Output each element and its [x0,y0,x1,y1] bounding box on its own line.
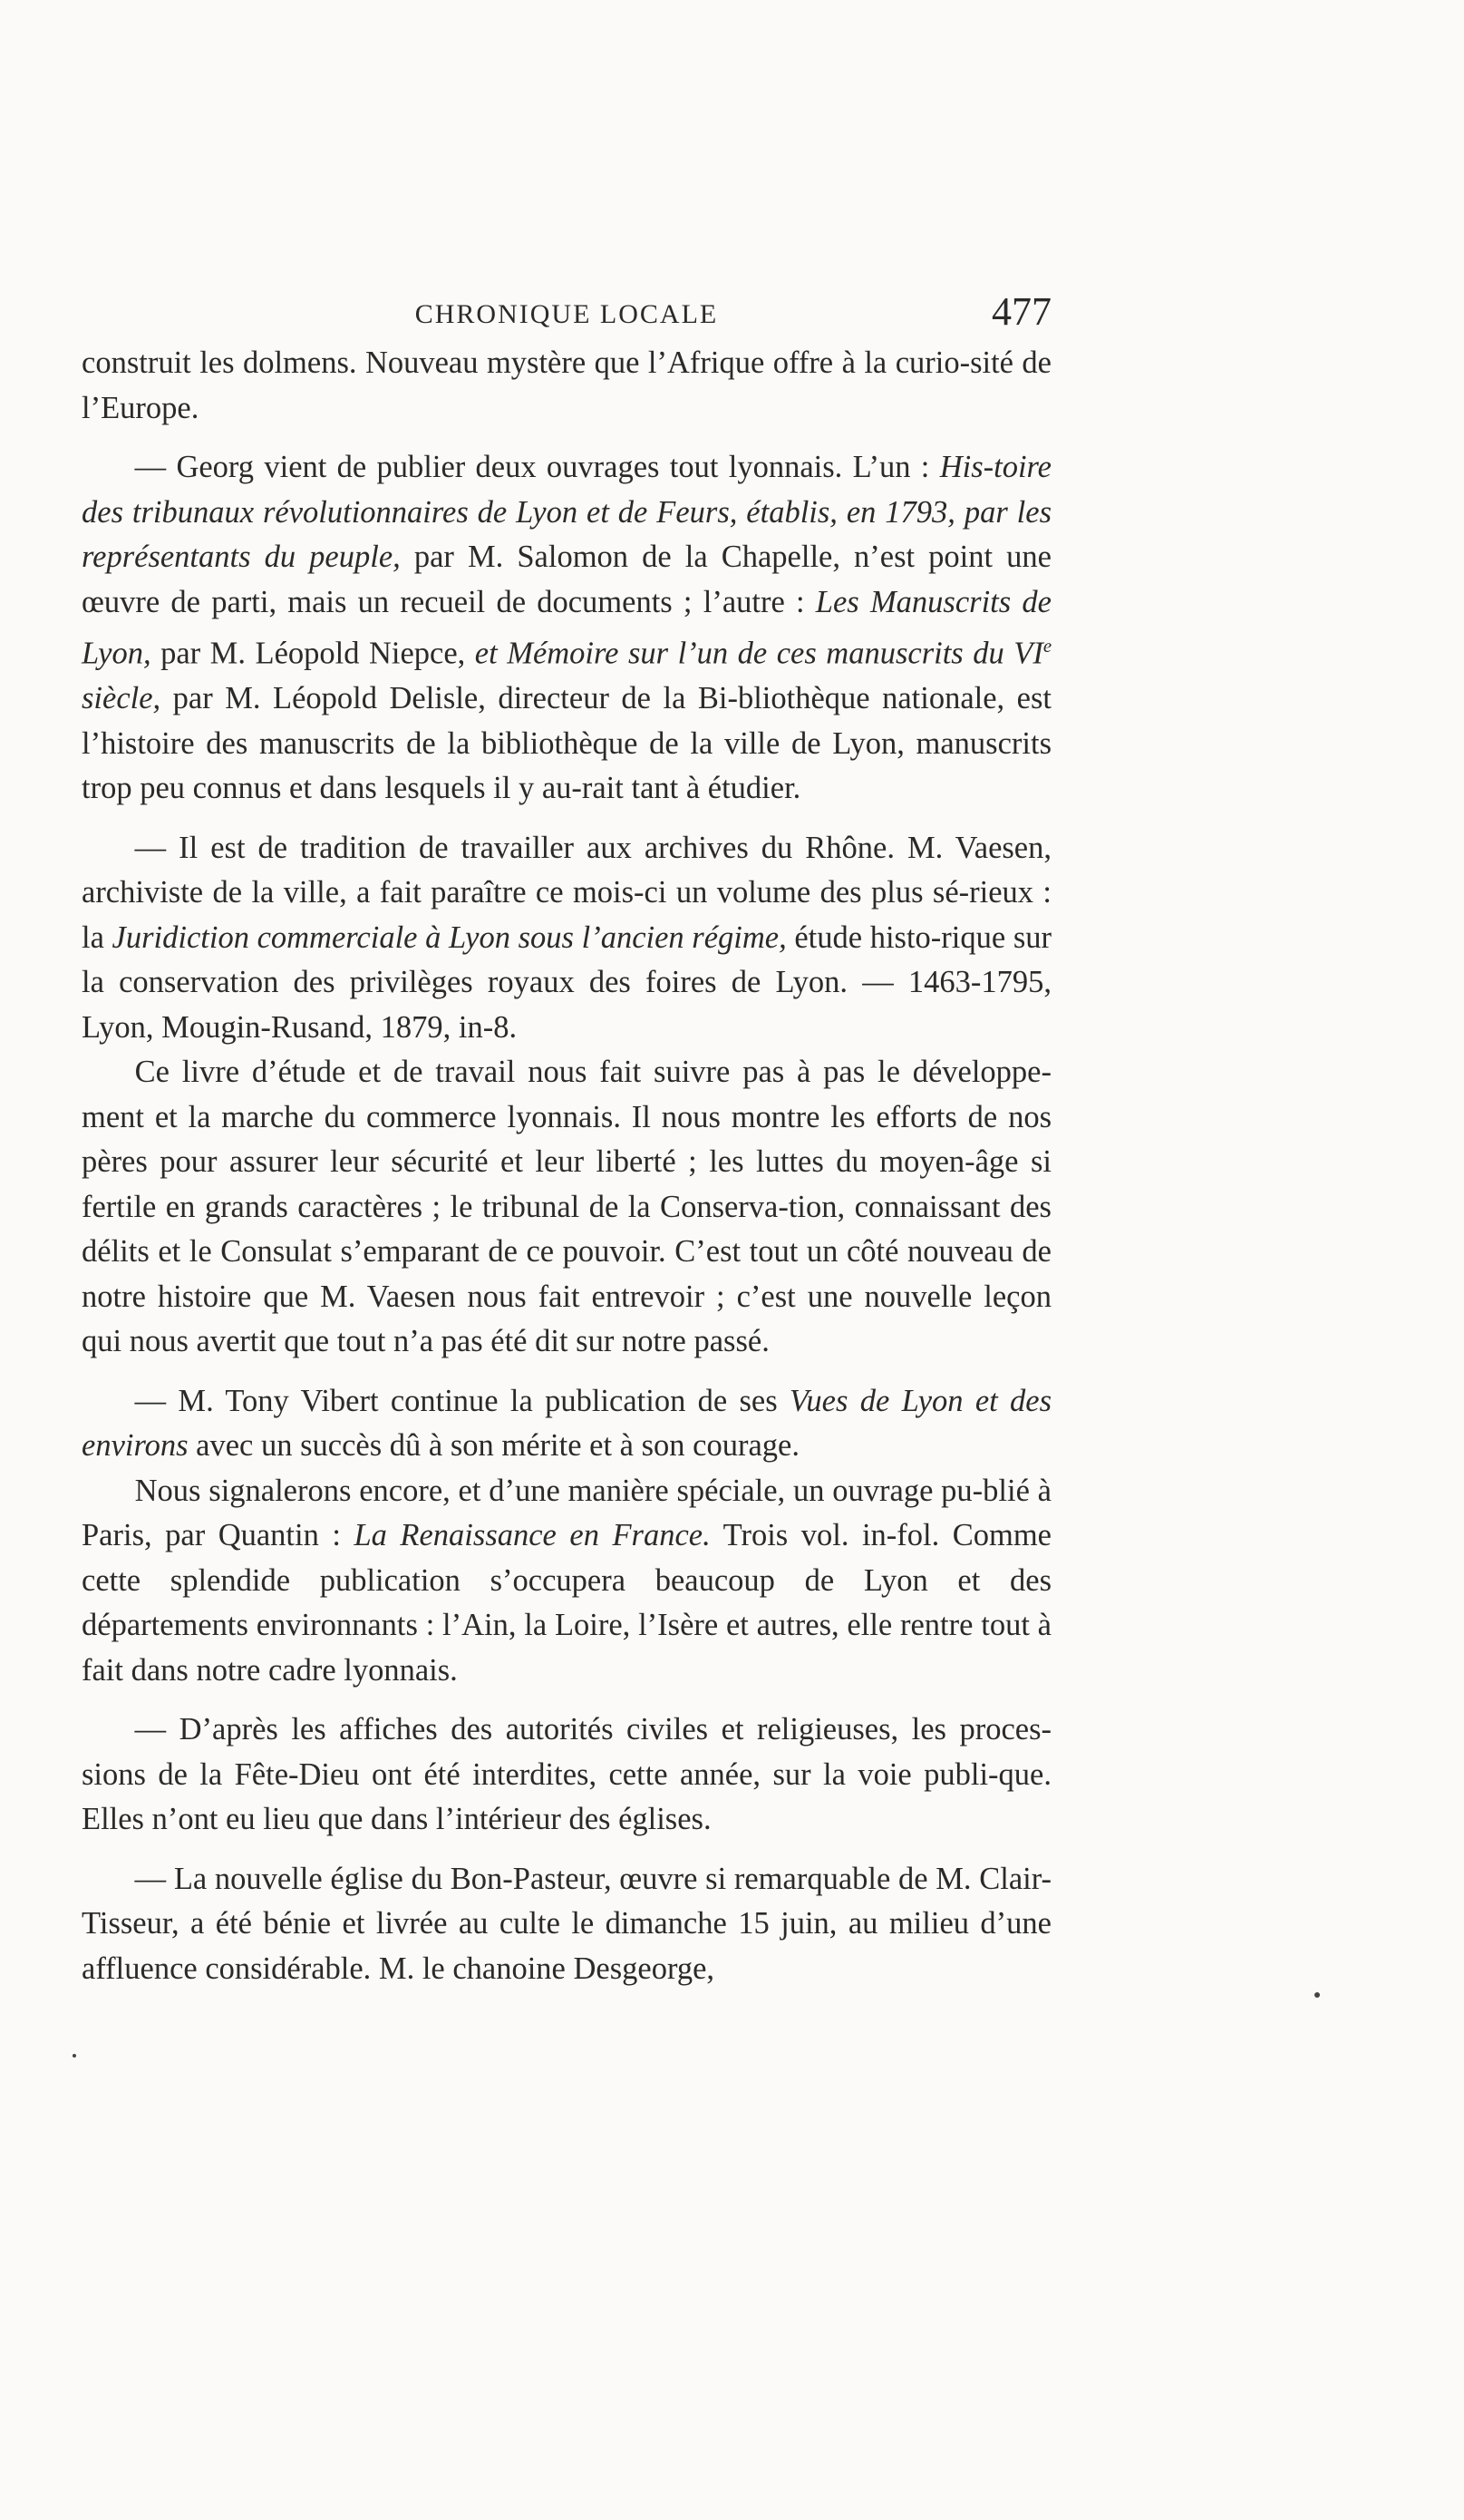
text-run: Nous signalerons encore, et d’une manière spéciale, un ouvrage pu-blié à Paris, par Quantin : [82,1473,1052,1552]
italic-title-run: et Mémoire sur l’un de ces manuscrits du VI [474,636,1043,671]
paragraph-dolmens [82,341,1052,431]
italic-title-run: His-toire des tribunaux révolutionnaires de Lyon et de Feurs, établis, en 1793, par les représentants du peuple, [82,450,1052,574]
paragraph-bon-pasteur [82,1857,1052,1992]
text-run: — D’après les affiches des autorités civiles et religieuses, les proces-sions de la Fête-Dieu ont été interdites, cette année, sur la voie publi-que. Elles n’ont eu lieu que dans l’intérieur des églises. [82,1712,1052,1836]
text-run: — M. Tony Vibert continue la publication de ses [134,1383,790,1418]
text-run: par M. Léopold Delisle, directeur de la Bi-bliothèque nationale, est l’histoire des manuscrits de la bibliothèque de la ville de Lyon, manuscrits trop peu connus et dans lesquels il y au-rait tant à étudier. [82,681,1052,805]
paragraph-archives [82,826,1052,1051]
text-run: — Georg vient de publier deux ouvrages tout lyonnais. L’un : [134,450,940,484]
italic-title-run: e [1042,637,1052,657]
margin-speck [1314,1992,1320,1998]
text-run: par M. Léopold Niepce, [150,636,475,671]
italic-title-run: Les Manuscrits de Lyon, [82,584,1052,671]
text-run: — Il est de tradition de travailler aux archives du Rhône. M. Vaesen, archiviste de la ville, a fait paraître ce mois-ci un volume des plus sé-rieux : la [82,830,1052,955]
paragraph-vibert [82,1379,1052,1469]
text-run: Ce livre d’étude et de travail nous fait suivre pas à pas le développe-ment et la marche du commerce lyonnais. Il nous montre les efforts de nos pères pour assurer leur sécurité et leur liberté ; les luttes du moyen-âge si fertile en grands caractères ; le tribunal de la Conserva-tion, connaissant des délits et le Consulat s’emparant de ce pouvoir. C’est tout un côté nouveau de notre histoire que M. Vaesen nous fait entrevoir ; c’est une nouvelle leçon qui nous avertit que tout n’a pas été dit sur notre passé. [82,1055,1052,1358]
text-run: par M. Salomon de la Chapelle, n’est point une œuvre de parti, mais un recueil de documents ; l’autre : [82,540,1052,619]
article-body [82,341,1052,1991]
running-title: CHRONIQUE LOCALE [414,299,719,329]
page-number: 477 [992,289,1052,334]
page-header [82,288,1052,343]
italic-title-run: Vues de Lyon et des environs [82,1383,1052,1463]
text-run: construit les dolmens. Nouveau mystère que l’Afrique offre à la curio-sité de l’Europe. [82,345,1052,425]
text-run: Trois vol. in-fol. Comme cette splendide publication s’occupera beaucoup de Lyon et des départements environnants : l’Ain, la Loire, l’Isère et autres, elle rentre tout à fait dans notre cadre lyonnais. [82,1518,1052,1688]
italic-title-run: La Renaissance en France. [354,1518,711,1552]
text-run: avec un succès dû à son mérite et à son courage. [188,1428,800,1463]
paragraph-livre [82,1050,1052,1365]
paragraph-georg [82,445,1052,812]
paragraph-fete-dieu [82,1708,1052,1843]
text-run: — La nouvelle église du Bon-Pasteur, œuvre si remarquable de M. Clair-Tisseur, a été bénie et livrée au culte le dimanche 15 juin, au milieu d’une affluence considérable. M. le chanoine Desgeorge, [82,1861,1052,1986]
italic-title-run: Juridiction commerciale à Lyon sous l’ancien régime, [111,919,787,955]
text-run: étude histo-rique sur la conservation des privilèges royaux des foires de Lyon. — 1463-1795, Lyon, Mougin-Rusand, 1879, in-8. [82,919,1052,1045]
margin-speck [73,2054,76,2058]
paragraph-renaissance [82,1469,1052,1694]
italic-title-run: siècle, [82,681,161,715]
